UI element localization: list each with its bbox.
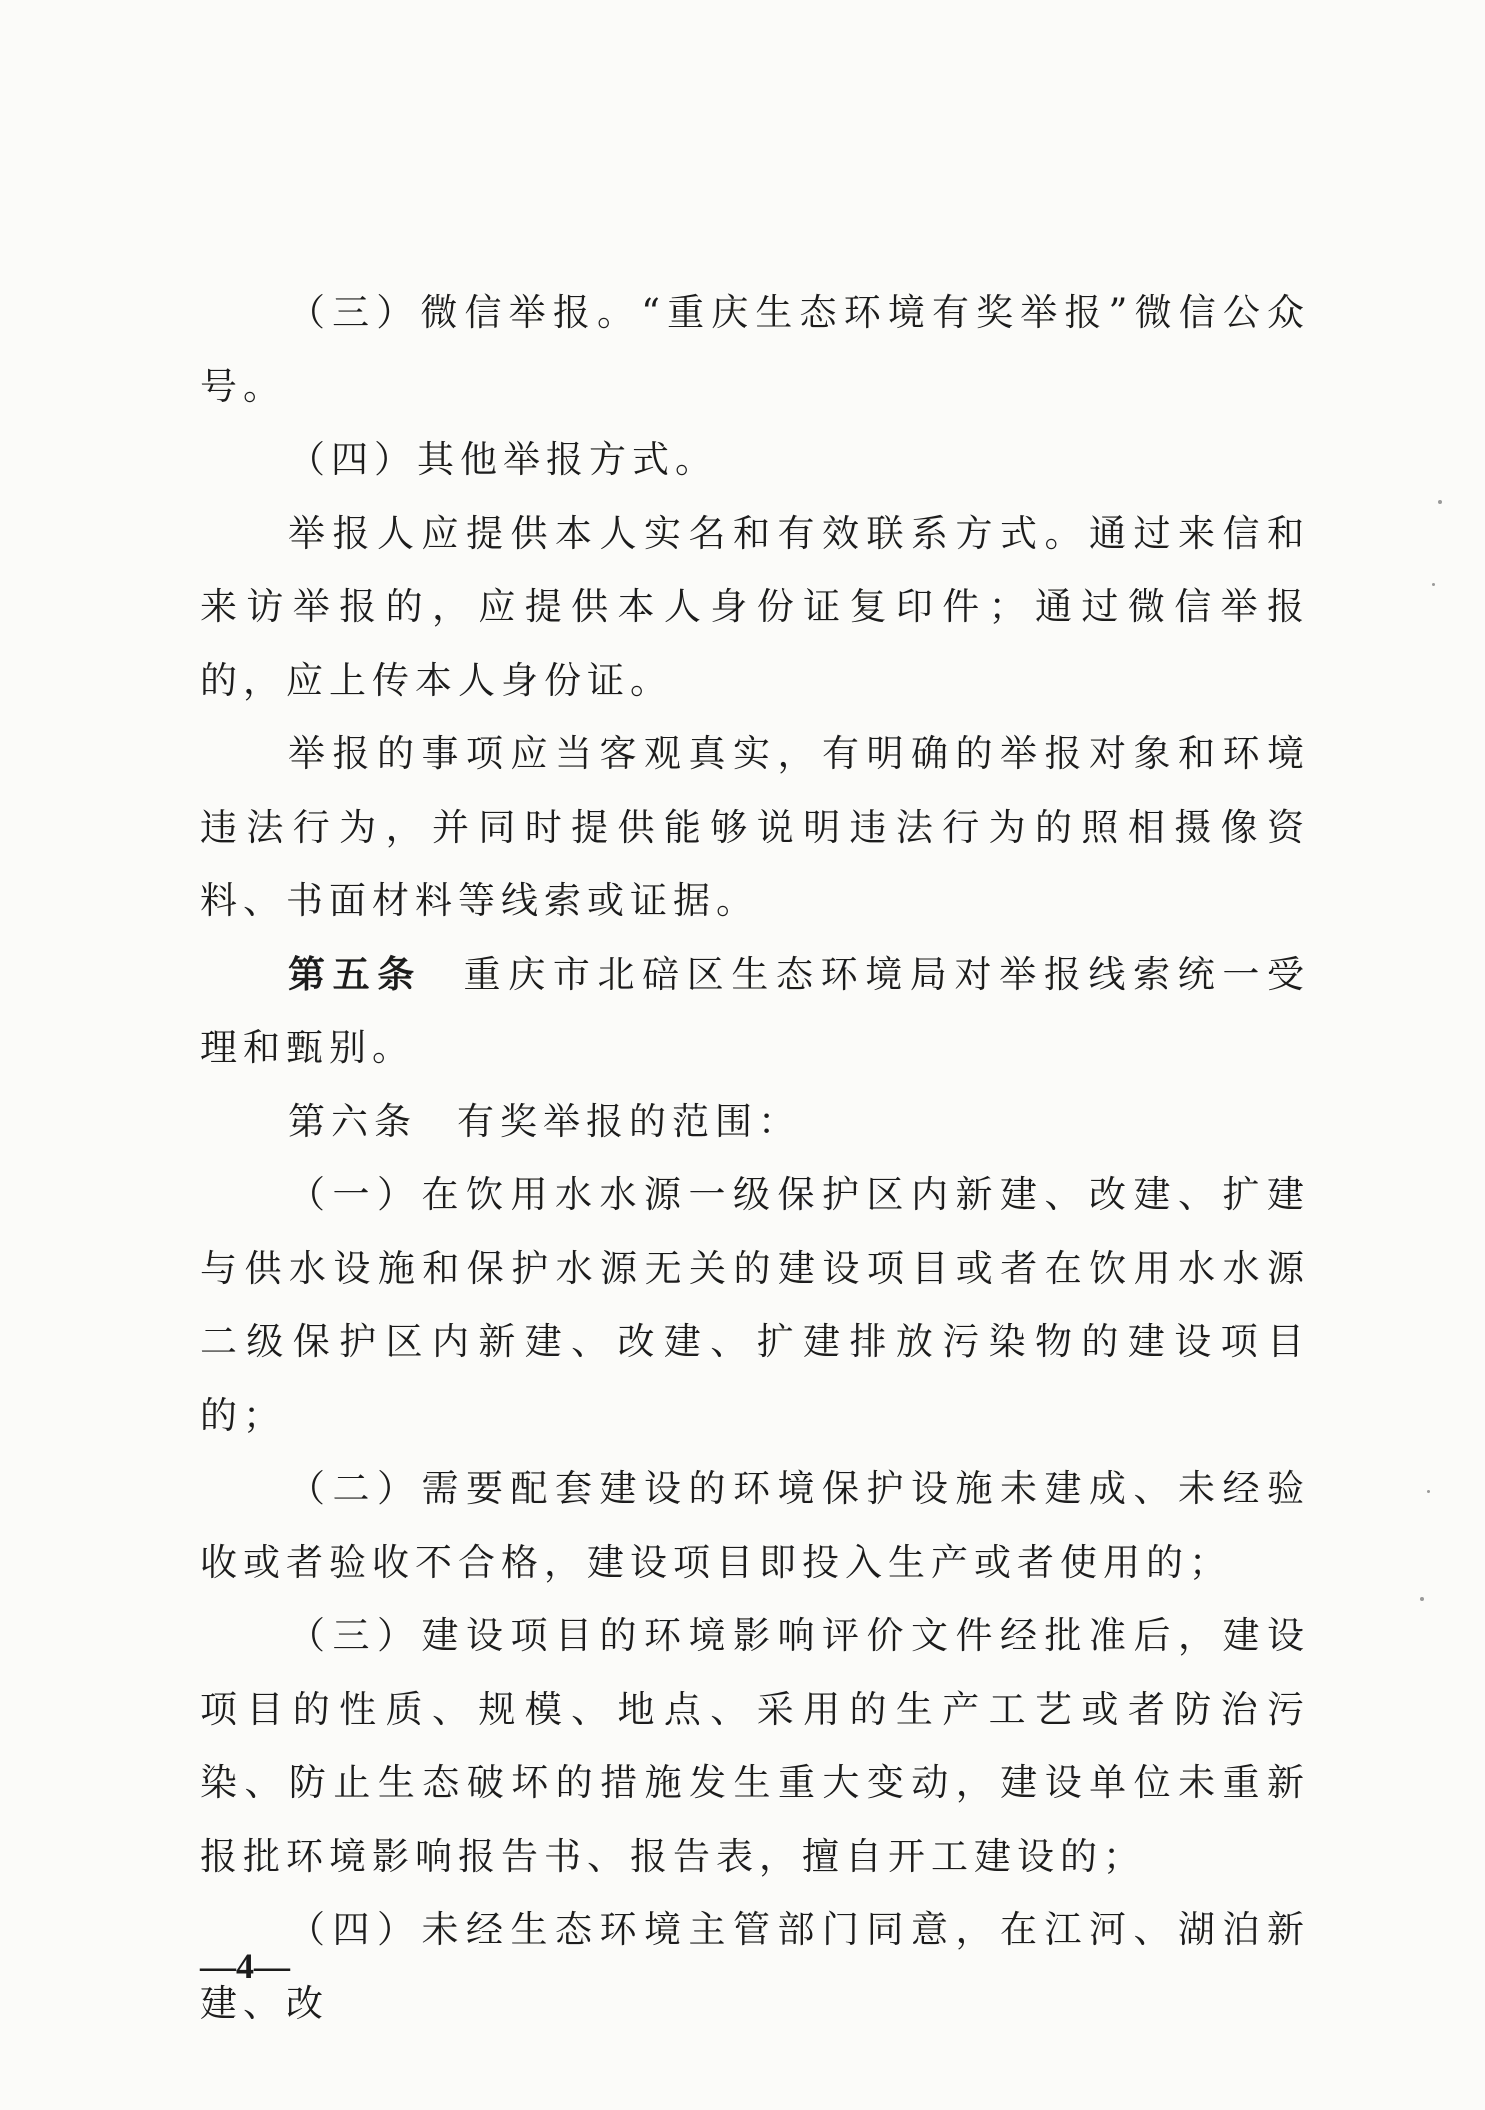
document-body: [200, 276, 1310, 2040]
item-2: （二）需要配套建设的环境保护设施未建成、未经验收或者验收不合格，建设项目即投入生产或者使用的；: [200, 1467, 1310, 1584]
article-5-text: 重庆市北碚区生态环境局对举报线索统一受理和甄别。: [200, 952, 1311, 1069]
article-5: [200, 938, 1310, 1085]
article-5-heading: 第五条: [288, 952, 422, 996]
scan-speck: [1432, 583, 1435, 586]
item-4: （四）未经生态环境主管部门同意，在江河、湖泊新建、改: [200, 1908, 1310, 2025]
article-6-heading: 第六条: [288, 1099, 417, 1143]
item-3: （三）建设项目的环境影响评价文件经批准后，建设项目的性质、规模、地点、采用的生产工艺或者防治污染、防止生态破坏的措施发生重大变动，建设单位未重新报批环境影响报告书、报告表，擅自开工建设的；: [200, 1614, 1310, 1878]
paragraph-other-report: （四）其他举报方式。: [288, 438, 718, 481]
scan-speck: [1420, 1597, 1424, 1601]
paragraph-report-requirements: 举报的事项应当客观真实，有明确的举报对象和环境违法行为，并同时提供能够说明违法行为的照相摄像资料、书面材料等线索或证据。: [200, 732, 1310, 922]
item-1: （一）在饮用水水源一级保护区内新建、改建、扩建与供水设施和保护水源无关的建设项目或者在饮用水水源二级保护区内新建、改建、扩建排放污染物的建设项目的；: [200, 1173, 1310, 1437]
page-number: —4—: [200, 1946, 290, 1986]
article-6-text: 有奖举报的范围：: [457, 1099, 801, 1143]
article-6: [200, 1085, 1310, 1159]
scan-speck: [1438, 500, 1442, 504]
paragraph-wechat-report: （三）微信举报。“重庆生态环境有奖举报”微信公众号。: [200, 291, 1310, 408]
paragraph-reporter-identity: 举报人应提供本人实名和有效联系方式。通过来信和来访举报的，应提供本人身份证复印件；通过微信举报的，应上传本人身份证。: [200, 511, 1310, 702]
scan-speck: [1427, 1490, 1430, 1493]
